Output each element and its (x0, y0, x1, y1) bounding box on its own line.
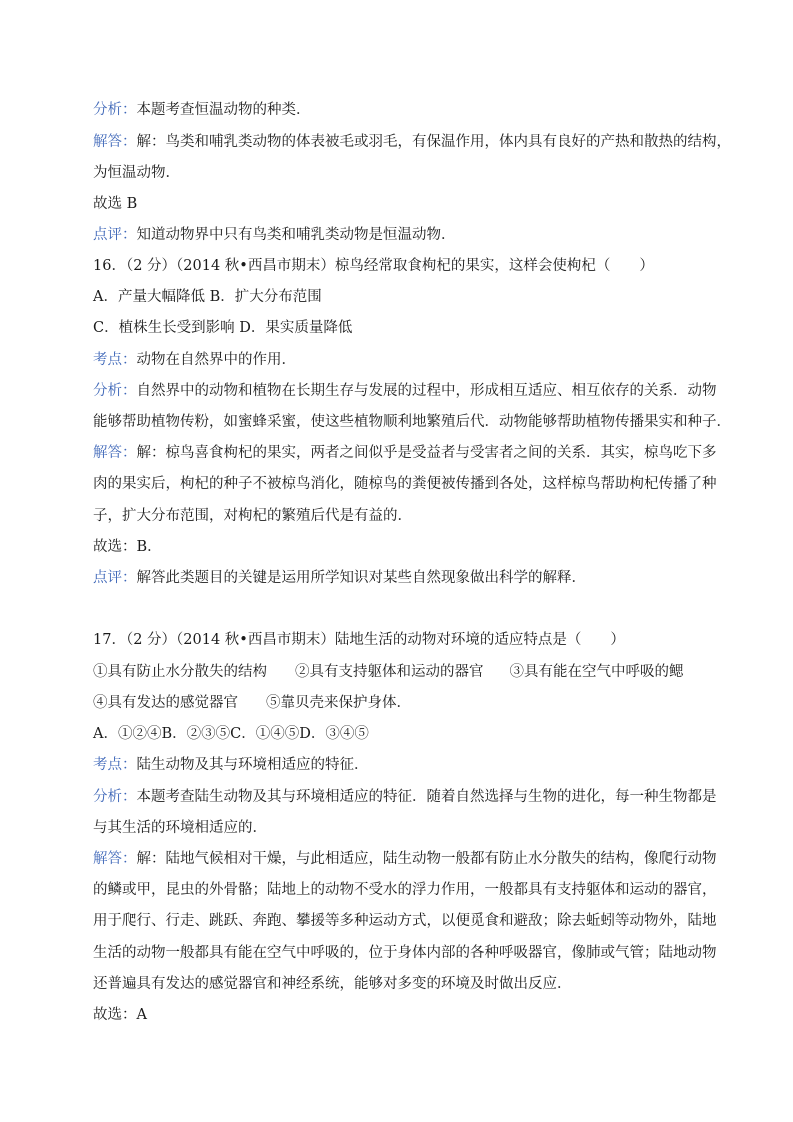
choice-text: 故选 B (93, 196, 138, 212)
q15-comment (93, 225, 705, 245)
point-text: 陆生动物及其与环境相适应的特征． (136, 757, 369, 773)
analysis-text: 本题考查陆生动物及其与环境相适应的特征．随着自然选择与生物的进化，每一种生物都是 (136, 789, 717, 805)
q17-answer (93, 849, 717, 869)
answer-text: 用于爬行、行走、跳跃、奔跑、攀援等多种运动方式，以便觅食和避敌；除去蚯蚓等动物外，陆地 (93, 913, 717, 929)
answer-text: 解：椋鸟喜食枸杞的果实，两者之间似乎是受益者与受害者之间的关系．其实，椋鸟吃下多 (136, 445, 717, 461)
options-text: A．产量大幅降低 B．扩大分布范围 (93, 289, 322, 305)
q16-answer-cont (93, 474, 717, 494)
point-text: 动物在自然界中的作用． (136, 352, 296, 368)
analysis-text: 本题考查恒温动物的种类． (136, 102, 311, 118)
answer-text: 还普遍具有发达的感觉器官和神经系统，能够对多变的环境及时做出反应． (93, 976, 572, 992)
q16-options-2 (93, 318, 705, 338)
answer-text: 解：陆地气候相对干燥，与此相适应，陆生动物一般都有防止水分散失的结构，像爬行动物 (136, 851, 717, 867)
item-5: ⑤靠贝壳来保护身体． (266, 695, 411, 711)
comment-text: 知道动物界中只有鸟类和哺乳类动物是恒温动物． (136, 227, 456, 243)
q17-answer-cont (93, 911, 717, 931)
q16-point (93, 350, 705, 370)
question-stem: 17．（2 分）（2014 秋•西昌市期末）陆地生活的动物对环境的适应特点是（ ） (93, 632, 625, 648)
q17-analysis-cont (93, 818, 705, 838)
q16-choice (93, 537, 705, 557)
q17-stem (93, 630, 705, 650)
q15-answer (93, 132, 731, 152)
answer-label: 解答： (93, 134, 137, 150)
q17-items-1 (93, 662, 705, 682)
q17-choice (93, 1005, 705, 1025)
q16-answer (93, 443, 717, 463)
q17-answer-cont (93, 943, 717, 963)
q16-options-1 (93, 287, 705, 307)
comment-text: 解答此类题目的关键是运用所学知识对某些自然现象做出科学的解释． (136, 570, 586, 586)
answer-label: 解答： (93, 445, 137, 461)
item-4: ④具有发达的感觉器官 (93, 695, 238, 711)
answer-text: 子，扩大分布范围，对枸杞的繁殖后代是有益的． (93, 508, 412, 524)
analysis-text: 与其生活的环境相适应的． (93, 820, 267, 836)
q15-choice (93, 194, 705, 214)
comment-label: 点评： (93, 227, 137, 243)
item-2: ②具有支持躯体和运动的器官 (295, 664, 484, 680)
choice-text: 故选：B． (93, 539, 162, 555)
item-1: ①具有防止水分散失的结构 (93, 664, 267, 680)
q17-answer-cont (93, 974, 705, 994)
point-label: 考点： (93, 757, 137, 773)
q17-items-2 (93, 693, 705, 713)
analysis-label: 分析： (93, 102, 137, 118)
answer-text: 生活的动物一般都具有能在空气中呼吸的，位于身体内部的各种呼吸器官，像肺或气管；陆地动物 (93, 945, 717, 961)
analysis-label: 分析： (93, 383, 137, 399)
answer-text: 解：鸟类和哺乳类动物的体表被毛或羽毛，有保温作用，体内具有良好的产热和散热的结构， (136, 134, 731, 150)
answer-text: 的鳞或甲，昆虫的外骨骼；陆地上的动物不受水的浮力作用，一般都具有支持躯体和运动的器官， (93, 882, 717, 898)
q17-answer-cont (93, 880, 717, 900)
q17-point (93, 755, 705, 775)
answer-text: 肉的果实后，枸杞的种子不被椋鸟消化，随椋鸟的粪便被传播到各处，这样椋鸟帮助枸杞传播了种 (93, 476, 717, 492)
answer-text: 为恒温动物． (93, 165, 180, 181)
analysis-text: 自然界中的动物和植物在长期生存与发展的过程中，形成相互适应、相互依存的关系．动物 (136, 383, 717, 399)
options-text: C．植株生长受到影响 D．果实质量降低 (93, 320, 353, 336)
q15-analysis (93, 100, 705, 120)
q17-analysis (93, 787, 717, 807)
analysis-text: 能够帮助植物传粉，如蜜蜂采蜜，使这些植物顺利地繁殖后代．动物能够帮助植物传播果实和种子． (93, 414, 731, 430)
q17-options (93, 724, 705, 744)
q16-analysis-cont (93, 412, 731, 432)
q16-answer-cont (93, 506, 705, 526)
q16-comment (93, 568, 705, 588)
choice-text: 故选：A (93, 1007, 147, 1023)
q16-stem (93, 256, 705, 276)
q15-answer-cont (93, 163, 705, 183)
options-text: A．①②④B．②③⑤C．①④⑤D．③④⑤ (93, 726, 369, 742)
item-3: ③具有能在空气中呼吸的鳃 (509, 664, 684, 680)
question-stem: 16．（2 分）（2014 秋•西昌市期末）椋鸟经常取食枸杞的果实，这样会使枸杞（ ） (93, 258, 654, 274)
analysis-label: 分析： (93, 789, 137, 805)
comment-label: 点评： (93, 570, 137, 586)
q16-analysis (93, 381, 717, 401)
point-label: 考点： (93, 352, 137, 368)
answer-label: 解答： (93, 851, 137, 867)
